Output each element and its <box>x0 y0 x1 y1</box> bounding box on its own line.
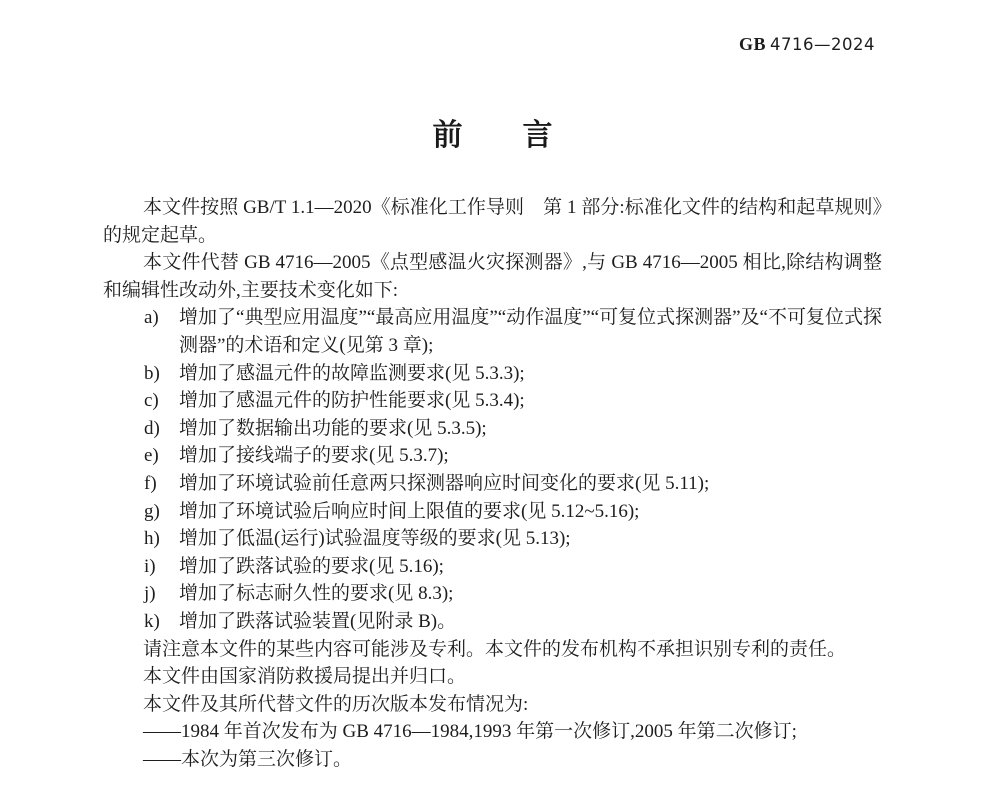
list-marker: d) <box>144 417 160 439</box>
change-item-f <box>103 470 882 498</box>
list-marker: k) <box>144 610 160 632</box>
list-item-text: 增加了跌落试验装置(见附录 B)。 <box>179 610 457 632</box>
change-item-g <box>103 498 882 526</box>
change-item-k <box>103 608 882 636</box>
list-marker: i) <box>144 555 156 577</box>
revision-history-line: ——本次为第三次修订。 <box>143 748 353 770</box>
change-item-c <box>103 387 882 415</box>
list-item-text: 增加了数据输出功能的要求(见 5.3.5); <box>179 417 487 439</box>
change-item-a <box>103 304 882 359</box>
page-title: 前 言 <box>432 119 553 152</box>
standard-code-number: 4716—2024 <box>770 35 875 54</box>
list-marker: f) <box>144 472 157 494</box>
list-item-text: 增加了感温元件的故障监测要求(见 5.3.3); <box>179 362 525 384</box>
change-item-b <box>103 360 882 388</box>
list-item-text: 增加了感温元件的防护性能要求(见 5.3.4); <box>179 390 525 412</box>
change-item-d <box>103 415 882 443</box>
list-item-text: 增加了环境试验后响应时间上限值的要求(见 5.12~5.16); <box>179 500 640 522</box>
list-item-text: 增加了环境试验前任意两只探测器响应时间变化的要求(见 5.11); <box>179 472 710 494</box>
list-marker: j) <box>144 583 156 605</box>
list-item-text: 增加了“典型应用温度”“最高应用温度”“动作温度”“可复位式探测器”及“不可复位式探测器”的术语和定义(见第 3 章); <box>179 307 882 356</box>
revision-history-line: ——1984 年首次发布为 GB 4716—1984,1993 年第一次修订,2005 年第二次修订; <box>143 721 797 743</box>
standard-code-prefix: GB <box>739 34 767 54</box>
change-item-j <box>103 580 882 608</box>
list-marker: h) <box>144 528 160 550</box>
issuing-body-paragraph: 本文件由国家消防救援局提出并归口。 <box>143 666 467 688</box>
change-list <box>103 304 882 635</box>
change-item-h <box>103 525 882 553</box>
document-body <box>103 194 882 773</box>
list-item-text: 增加了标志耐久性的要求(见 8.3); <box>179 583 454 605</box>
list-item-text: 增加了跌落试验的要求(见 5.16); <box>179 555 444 577</box>
list-item-text: 增加了低温(运行)试验温度等级的要求(见 5.13); <box>179 528 571 550</box>
change-item-i <box>103 553 882 581</box>
patent-notice: 请注意本文件的某些内容可能涉及专利。本文件的发布机构不承担识别专利的责任。 <box>143 638 847 660</box>
list-marker: e) <box>144 445 159 467</box>
intro-paragraph: 本文件代替 GB 4716—2005《点型感温火灾探测器》,与 GB 4716—2005 相比,除结构调整和编辑性改动外,主要技术变化如下: <box>103 252 882 301</box>
list-marker: b) <box>144 362 160 384</box>
list-marker: g) <box>144 500 160 522</box>
change-item-e <box>103 442 882 470</box>
list-item-text: 增加了接线端子的要求(见 5.3.7); <box>179 445 449 467</box>
list-marker: a) <box>144 307 159 329</box>
intro-paragraph: 本文件按照 GB/T 1.1—2020《标准化工作导则 第 1 部分:标准化文件的结构和起草规则》的规定起草。 <box>103 197 882 246</box>
list-marker: c) <box>144 390 159 412</box>
history-intro-paragraph: 本文件及其所代替文件的历次版本发布情况为: <box>143 693 529 715</box>
standard-code <box>739 34 875 55</box>
